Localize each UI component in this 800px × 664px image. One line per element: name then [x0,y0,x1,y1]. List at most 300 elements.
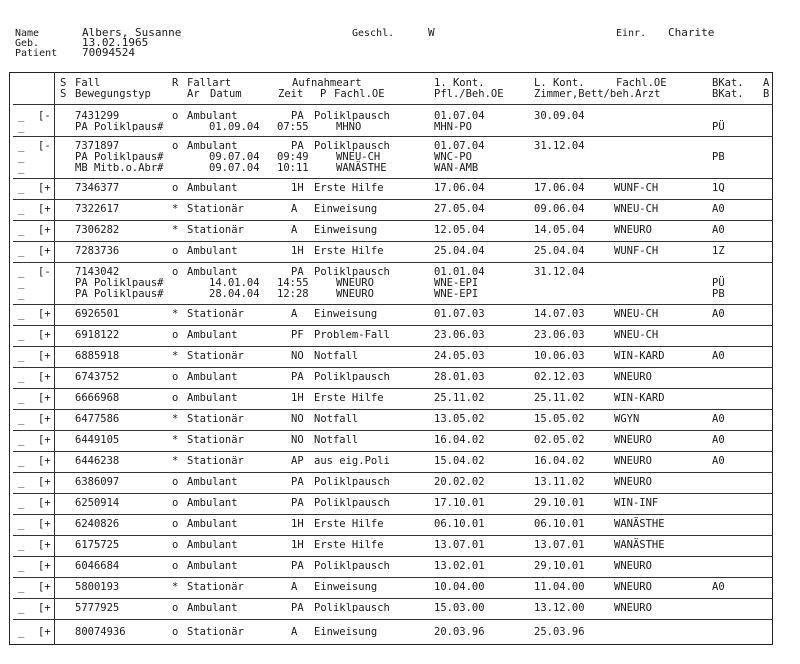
bkat-code: A0 [712,434,725,446]
name-label: Name [15,28,40,39]
case-type: Stationär [187,350,244,362]
admission-type: Poliklpausch [314,476,390,488]
movement-date: 09.07.04 [209,151,260,163]
expand-toggle[interactable]: [+ [38,539,51,551]
case-type: Stationär [187,413,244,425]
case-number: 7143042 [75,266,120,278]
first-contact: WAN-AMB [434,162,479,174]
department: WNEURO [614,602,652,614]
bkat-code: PB [712,151,725,163]
expand-toggle[interactable]: [+ [38,329,51,341]
first-contact: 23.06.03 [434,329,485,341]
first-contact: 06.10.01 [434,518,485,530]
name-value: Albers, Susanne [82,26,182,39]
col-b: B [763,88,770,100]
admission-type: WNEURO [336,277,374,289]
admission-type: Notfall [314,434,359,446]
row-marker[interactable]: _ [18,203,25,215]
case-number: 6046684 [75,560,120,572]
row-divider [13,619,773,620]
admission-type: Poliklpausch [314,602,390,614]
department: WIN-INF [614,497,659,509]
admission-code: PA [291,560,304,572]
last-contact: 02.05.02 [534,434,585,446]
department: WUNF-CH [614,245,659,257]
admission-code: NO [291,350,304,362]
row-marker[interactable]: _ [18,560,25,572]
case-flag: o [172,329,179,341]
admission-code: 1H [291,518,304,530]
case-flag: * [172,581,179,593]
first-contact: WNE-EPI [434,288,479,300]
admission-code: AP [291,455,304,467]
case-number: 7322617 [75,203,120,215]
case-number: 6250914 [75,497,120,509]
expand-toggle[interactable]: [+ [38,518,51,530]
row-marker[interactable]: _ [18,350,25,362]
row-marker[interactable]: _ [18,434,25,446]
first-contact: 27.05.04 [434,203,485,215]
col-zimmer: Zimmer,Bett/beh.Arzt [534,88,661,100]
col-bkat2: BKat. [712,88,744,100]
case-flag: * [172,434,179,446]
case-flag: * [172,224,179,236]
admission-code: PA [291,497,304,509]
first-contact: 01.07.04 [434,110,485,122]
header-divider [13,104,773,105]
last-contact: 13.11.02 [534,476,585,488]
col-fallart: Fallart [187,77,232,89]
case-number: 7346377 [75,182,120,194]
case-flag: * [172,308,179,320]
row-marker[interactable]: _ [18,497,25,509]
first-contact: 15.03.00 [434,602,485,614]
bkat-code: A0 [712,413,725,425]
row-marker[interactable]: _ [18,224,25,236]
case-number: 6240826 [75,518,120,530]
admission-code: 1H [291,539,304,551]
row-marker[interactable]: _ [18,245,25,257]
department: WANÄSTHE [614,518,665,530]
first-contact: 10.04.00 [434,581,485,593]
last-contact: 06.10.01 [534,518,585,530]
expand-toggle[interactable]: [- [38,140,51,152]
last-contact: 30.09.04 [534,110,585,122]
case-type: Ambulant [187,539,238,551]
first-contact: 01.01.04 [434,266,485,278]
department: WNEURO [614,581,652,593]
case-flag: o [172,245,179,257]
last-contact: 10.06.03 [534,350,585,362]
admission-code: A [291,308,298,320]
row-marker[interactable]: _ [18,288,25,300]
bkat-code: A0 [712,455,725,467]
case-type: Stationär [187,626,244,638]
case-type: Stationär [187,224,244,236]
expand-toggle[interactable]: [+ [38,602,51,614]
admission-type: Poliklpausch [314,560,390,572]
column-divider [54,72,55,645]
bkat-code: 1Q [712,182,725,194]
row-divider [13,199,773,200]
admission-type: WNEURO [336,288,374,300]
col-a: A [763,77,770,89]
case-flag: o [172,476,179,488]
col-s2: S [60,88,67,100]
admission-type: Poliklpausch [314,266,390,278]
department: WNEU-CH [614,308,659,320]
case-type: Stationär [187,203,244,215]
case-flag: o [172,371,179,383]
bkat-code: A0 [712,350,725,362]
admission-type: Einweisung [314,581,378,593]
last-contact: 25.11.02 [534,392,585,404]
expand-toggle[interactable]: [+ [38,203,51,215]
row-marker[interactable]: _ [18,266,25,278]
last-contact: 31.12.04 [534,140,585,152]
first-contact: 17.10.01 [434,497,485,509]
movement-type: PA Poliklpaus# [75,121,164,133]
case-flag: o [172,497,179,509]
bkat-code: PÜ [712,277,725,289]
case-number: 5777925 [75,602,120,614]
admission-type: Erste Hilfe [314,182,384,194]
col-ar: Ar [187,88,200,100]
row-marker[interactable]: _ [18,140,25,152]
row-marker[interactable]: _ [18,121,25,133]
col-fachl: Fachl.OE [616,77,667,89]
case-number: 6885918 [75,350,120,362]
department: WANÄSTHE [614,539,665,551]
admission-type: Erste Hilfe [314,518,384,530]
case-type: Ambulant [187,476,238,488]
last-contact: 11.04.00 [534,581,585,593]
first-contact: 15.04.02 [434,455,485,467]
admission-code: PA [291,602,304,614]
first-contact: 13.02.01 [434,560,485,572]
movement-type: PA Poliklpaus# [75,277,164,289]
last-contact: 14.07.03 [534,308,585,320]
first-contact: 16.04.02 [434,434,485,446]
expand-toggle[interactable]: [+ [38,392,51,404]
last-contact: 16.04.02 [534,455,585,467]
admission-code: NO [291,413,304,425]
admission-type: Einweisung [314,224,378,236]
admission-type: Einweisung [314,308,378,320]
row-marker[interactable]: _ [18,455,25,467]
patient-value: 70094524 [82,46,135,59]
last-contact: 29.10.01 [534,560,585,572]
row-divider [13,325,773,326]
row-divider [13,493,773,494]
expand-toggle[interactable]: [+ [38,476,51,488]
department: WNEU-CH [614,329,659,341]
admission-code: A [291,224,298,236]
case-number: 5800193 [75,581,120,593]
case-flag: o [172,110,179,122]
first-contact: 20.03.96 [434,626,485,638]
case-flag: * [172,350,179,362]
row-divider [13,514,773,515]
admission-code: PF [291,329,304,341]
expand-toggle[interactable]: [+ [38,245,51,257]
einr-label: Einr. [616,28,647,39]
geb-label: Geb. [15,38,40,49]
last-contact: 25.03.96 [534,626,585,638]
admission-type: Notfall [314,350,359,362]
admission-code: PA [291,140,304,152]
case-type: Ambulant [187,602,238,614]
department: WIN-KARD [614,350,665,362]
case-type: Ambulant [187,182,238,194]
department: WNEURO [614,560,652,572]
last-contact: 29.10.01 [534,497,585,509]
row-divider [13,346,773,347]
expand-toggle[interactable]: [- [38,266,51,278]
last-contact: 17.06.04 [534,182,585,194]
bkat-code: A0 [712,224,725,236]
expand-toggle[interactable]: [+ [38,308,51,320]
case-flag: * [172,455,179,467]
case-number: 6446238 [75,455,120,467]
expand-toggle[interactable]: [+ [38,434,51,446]
bkat-code: PÜ [712,121,725,133]
case-type: Ambulant [187,392,238,404]
admission-type: WANÄSTHE [336,162,387,174]
department: WIN-KARD [614,392,665,404]
case-type: Ambulant [187,245,238,257]
first-contact: 01.07.04 [434,140,485,152]
department: WNEU-CH [614,203,659,215]
case-flag: o [172,266,179,278]
row-marker[interactable]: _ [18,308,25,320]
admission-type: Erste Hilfe [314,245,384,257]
expand-toggle[interactable]: [+ [38,182,51,194]
case-flag: * [172,203,179,215]
first-contact: 01.07.03 [434,308,485,320]
row-marker[interactable]: _ [18,518,25,530]
movement-time: 14:55 [277,277,309,289]
admission-type: Notfall [314,413,359,425]
expand-toggle[interactable]: [+ [38,455,51,467]
row-marker[interactable]: _ [18,151,25,163]
geb-value: 13.02.1965 [82,36,149,49]
row-marker[interactable]: _ [18,277,25,289]
expand-toggle[interactable]: [+ [38,560,51,572]
case-type: Stationär [187,455,244,467]
first-contact: MHN-PO [434,121,472,133]
last-contact: 31.12.04 [534,266,585,278]
row-divider [13,598,773,599]
case-number: 6743752 [75,371,120,383]
case-flag: o [172,560,179,572]
row-marker[interactable]: _ [18,476,25,488]
case-number: 7306282 [75,224,120,236]
row-marker[interactable]: _ [18,392,25,404]
row-divider [13,262,773,263]
expand-toggle[interactable]: [+ [38,224,51,236]
row-marker[interactable]: _ [18,162,25,174]
row-marker[interactable]: _ [18,626,25,638]
first-contact: 12.05.04 [434,224,485,236]
movement-date: 14.01.04 [209,277,260,289]
row-divider [13,409,773,410]
case-number: 6477586 [75,413,120,425]
admission-code: PA [291,266,304,278]
case-flag: o [172,602,179,614]
movement-time: 10:11 [277,162,309,174]
case-type: Ambulant [187,560,238,572]
last-contact: 02.12.03 [534,371,585,383]
admission-type: Poliklpausch [314,497,390,509]
movement-type: PA Poliklpaus# [75,151,164,163]
row-marker[interactable]: _ [18,539,25,551]
expand-toggle[interactable]: [+ [38,626,51,638]
first-contact: 25.04.04 [434,245,485,257]
department: WNEURO [614,371,652,383]
row-divider [13,577,773,578]
case-type: Ambulant [187,371,238,383]
movement-date: 01.09.04 [209,121,260,133]
expand-toggle[interactable]: [+ [38,497,51,509]
case-flag: o [172,518,179,530]
expand-toggle[interactable]: [+ [38,413,51,425]
expand-toggle[interactable]: [+ [38,581,51,593]
expand-toggle[interactable]: [+ [38,350,51,362]
case-number: 6175725 [75,539,120,551]
first-contact: 28.01.03 [434,371,485,383]
admission-code: 1H [291,182,304,194]
case-type: Stationär [187,581,244,593]
col-lkont: L. Kont. [534,77,585,89]
row-marker[interactable]: _ [18,371,25,383]
admission-type: aus eig.Poli [314,455,390,467]
admission-type: Erste Hilfe [314,539,384,551]
admission-code: PA [291,371,304,383]
row-divider [13,178,773,179]
geschl-label: Geschl. [352,28,395,39]
row-divider [13,535,773,536]
admission-type: Poliklpausch [314,110,390,122]
col-aufnahmeart: Aufnahmeart [292,77,362,89]
admission-type: Erste Hilfe [314,392,384,404]
row-marker[interactable]: _ [18,602,25,614]
admission-type: MHNO [336,121,362,133]
case-number: 80074936 [75,626,126,638]
case-number: 6449105 [75,434,120,446]
admission-code: A [291,581,298,593]
admission-type: Poliklpausch [314,371,390,383]
col-pfl: Pfl./Beh.OE [434,88,504,100]
movement-time: 09:49 [277,151,309,163]
admission-code: 1H [291,245,304,257]
last-contact: 15.05.02 [534,413,585,425]
col-bewegungstyp: Bewegungstyp [75,88,151,100]
first-contact: 13.07.01 [434,539,485,551]
case-type: Ambulant [187,266,238,278]
admission-type: Problem-Fall [314,329,390,341]
col-fall: Fall [75,77,101,89]
patient-label: Patient [15,48,58,59]
case-flag: o [172,182,179,194]
col-p: P [320,88,327,100]
last-contact: 23.06.03 [534,329,585,341]
row-divider [13,451,773,452]
col-datum: Datum [210,88,242,100]
case-type: Ambulant [187,329,238,341]
col-bkat1: BKat. [712,77,744,89]
row-marker[interactable]: _ [18,329,25,341]
admission-code: NO [291,434,304,446]
case-number: 6926501 [75,308,120,320]
bkat-code: 1Z [712,245,725,257]
case-type: Ambulant [187,140,238,152]
movement-date: 28.04.04 [209,288,260,300]
movement-time: 12:28 [277,288,309,300]
case-number: 7371897 [75,140,120,152]
row-divider [13,556,773,557]
row-marker[interactable]: _ [18,413,25,425]
case-flag: o [172,392,179,404]
last-contact: 25.04.04 [534,245,585,257]
row-marker[interactable]: _ [18,182,25,194]
bkat-code: A0 [712,203,725,215]
case-flag: o [172,539,179,551]
first-contact: WNE-EPI [434,277,479,289]
movement-date: 09.07.04 [209,162,260,174]
admission-code: 1H [291,392,304,404]
admission-code: PA [291,476,304,488]
first-contact: 13.05.02 [434,413,485,425]
case-number: 6386097 [75,476,120,488]
col-fachl-oe: Fachl.OE [334,88,385,100]
row-marker[interactable]: _ [18,110,25,122]
first-contact: 25.11.02 [434,392,485,404]
movement-type: MB Mitb.o.Abr# [75,162,164,174]
case-number: 6666968 [75,392,120,404]
case-type: Ambulant [187,497,238,509]
last-contact: 13.07.01 [534,539,585,551]
case-number: 7431299 [75,110,120,122]
department: WNEURO [614,455,652,467]
admission-code: PA [291,110,304,122]
first-contact: 20.02.02 [434,476,485,488]
admission-type: Einweisung [314,626,378,638]
row-divider [13,388,773,389]
case-flag: * [172,413,179,425]
last-contact: 09.06.04 [534,203,585,215]
geschl-value: W [428,26,435,39]
bkat-code: PB [712,288,725,300]
admission-type: WNEU-CH [336,151,381,163]
department: WNEURO [614,224,652,236]
case-flag: o [172,626,179,638]
case-flag: o [172,140,179,152]
case-number: 6918122 [75,329,120,341]
admission-type: Poliklpausch [314,140,390,152]
row-divider [13,220,773,221]
first-contact: 24.05.03 [434,350,485,362]
row-divider [13,430,773,431]
row-marker[interactable]: _ [18,581,25,593]
row-divider [13,304,773,305]
case-number: 7283736 [75,245,120,257]
expand-toggle[interactable]: [- [38,110,51,122]
case-type: Ambulant [187,110,238,122]
first-contact: 17.06.04 [434,182,485,194]
expand-toggle[interactable]: [+ [38,371,51,383]
case-type: Ambulant [187,518,238,530]
